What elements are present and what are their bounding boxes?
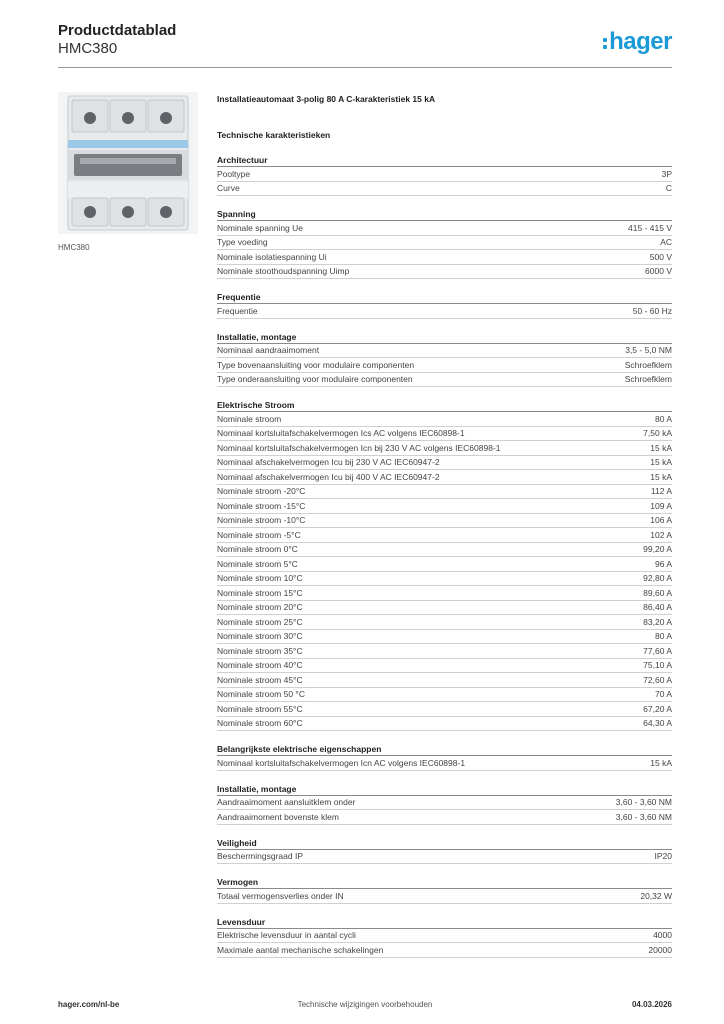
product-description: Installatieautomaat 3-polig 80 A C-karakteristiek 15 kA [217, 94, 436, 104]
spec-label: Totaal vermogensverlies onder IN [217, 890, 344, 901]
spec-label: Nominale stroom -10°C [217, 515, 306, 526]
spec-section [217, 837, 672, 865]
spec-section [217, 783, 672, 825]
spec-label: Maximale aantal mechanische schakelingen [217, 944, 384, 955]
section-title: Veiligheid [217, 837, 672, 850]
spec-value: 15 kA [650, 457, 672, 468]
spec-value: 83,20 A [643, 616, 672, 627]
spec-label: Aandraaimoment bovenste klem [217, 811, 339, 822]
spec-label: Nominaal kortsluitafschakelvermogen Icn AC volgens IEC60898-1 [217, 757, 466, 768]
spec-value: 106 A [650, 515, 672, 526]
spec-value: 415 - 415 V [628, 222, 672, 233]
spec-section [217, 291, 672, 319]
spec-row [217, 543, 672, 558]
spec-value: 20000 [648, 944, 672, 955]
spec-label: Nominale stroom -5°C [217, 529, 301, 540]
logo-dots-icon [603, 38, 607, 49]
spec-label: Nominale stroom 35°C [217, 645, 303, 656]
spec-label: Nominale stroom 20°C [217, 602, 303, 613]
spec-label: Nominale stroom -15°C [217, 500, 306, 511]
spec-value: 86,40 A [643, 602, 672, 613]
spec-value: Schroefklem [624, 374, 672, 385]
spec-value: 70 A [654, 689, 672, 700]
spec-row [217, 810, 672, 825]
hager-logo [603, 28, 672, 56]
spec-row [217, 659, 672, 674]
section-title: Vermogen [217, 876, 672, 889]
spec-section [217, 208, 672, 279]
spec-row [217, 485, 672, 500]
spec-section [217, 876, 672, 904]
spec-value: C [665, 183, 672, 194]
spec-label: Nominale stroom 25°C [217, 616, 303, 627]
spec-value: 3,60 - 3,60 NM [615, 811, 672, 822]
spec-section [217, 743, 672, 771]
spec-label: Nominale stroom 0°C [217, 544, 298, 555]
spec-label: Nominale stroom 50 °C [217, 689, 305, 700]
section-title: Elektrische Stroom [217, 399, 672, 412]
spec-value: 20,32 W [640, 890, 672, 901]
spec-row [217, 756, 672, 771]
spec-label: Type voeding [217, 237, 268, 248]
spec-row [217, 673, 672, 688]
spec-row [217, 499, 672, 514]
spec-label: Nominale spanning Ue [217, 222, 303, 233]
spec-value: 3,60 - 3,60 NM [615, 797, 672, 808]
section-title: Architectuur [217, 154, 672, 167]
spec-value: 50 - 60 Hz [632, 305, 672, 316]
spec-row [217, 528, 672, 543]
spec-row [217, 470, 672, 485]
spec-label: Elektrische levensduur in aantal cycli [217, 930, 356, 941]
spec-row [217, 630, 672, 645]
section-title: Belangrijkste elektrische eigenschappen [217, 743, 672, 756]
spec-value: 102 A [650, 529, 672, 540]
spec-sections [217, 154, 672, 958]
spec-row [217, 441, 672, 456]
spec-row [217, 644, 672, 659]
image-caption: HMC380 [58, 243, 90, 252]
spec-row [217, 304, 672, 319]
spec-value: 80 A [654, 631, 672, 642]
spec-value: 77,60 A [643, 645, 672, 656]
spec-value: 3,5 - 5,0 NM [625, 345, 672, 356]
spec-value: 112 A [650, 486, 672, 497]
spec-row [217, 702, 672, 717]
spec-row [217, 601, 672, 616]
spec-value: 500 V [649, 251, 672, 262]
spec-label: Type bovenaansluiting voor modulaire componenten [217, 359, 415, 370]
spec-label: Type onderaansluiting voor modulaire componenten [217, 374, 413, 385]
spec-label: Nominale stroom [217, 413, 282, 424]
spec-row [217, 717, 672, 732]
spec-label: Nominale stroom -20°C [217, 486, 306, 497]
spec-value: 96 A [654, 558, 672, 569]
spec-row [217, 796, 672, 811]
spec-value: 109 A [650, 500, 672, 511]
spec-value: 15 kA [650, 471, 672, 482]
spec-value: 4000 [653, 930, 672, 941]
spec-value: 3P [661, 168, 672, 179]
spec-label: Nominale stroom 55°C [217, 703, 303, 714]
spec-value: 15 kA [650, 757, 672, 768]
spec-value: IP20 [654, 851, 672, 862]
spec-row [217, 615, 672, 630]
spec-row [217, 412, 672, 427]
spec-value: 72,60 A [643, 674, 672, 685]
spec-label: Nominale stroom 15°C [217, 587, 303, 598]
spec-label: Nominale stoothoudspanning Uimp [217, 266, 350, 277]
spec-section [217, 154, 672, 196]
circuit-breaker-image [58, 92, 198, 234]
spec-label: Nominale isolatiespanning Ui [217, 251, 327, 262]
spec-row [217, 182, 672, 197]
spec-value: 99,20 A [643, 544, 672, 555]
spec-label: Beschermingsgraad IP [217, 851, 303, 862]
product-image [58, 92, 198, 234]
spec-row [217, 688, 672, 703]
footer-date: 04.03.2026 [631, 1000, 672, 1009]
spec-row [217, 427, 672, 442]
section-title: Installatie, montage [217, 331, 672, 344]
spec-label: Nominale stroom 30°C [217, 631, 303, 642]
section-title: Levensduur [217, 916, 672, 929]
spec-label: Nominale stroom 60°C [217, 718, 303, 729]
spec-label: Nominale stroom 45°C [217, 674, 303, 685]
spec-row [217, 943, 672, 958]
spec-row [217, 373, 672, 388]
spec-value: 64,30 A [643, 718, 672, 729]
spec-row [217, 514, 672, 529]
header-divider [58, 67, 672, 68]
spec-section [217, 916, 672, 958]
spec-label: Nominale stroom 5°C [217, 558, 298, 569]
spec-section [217, 331, 672, 388]
spec-value: 67,20 A [643, 703, 672, 714]
spec-value: 92,80 A [643, 573, 672, 584]
document-title: Productdatablad [58, 22, 177, 39]
document-header [58, 22, 176, 58]
spec-value: 6000 V [645, 266, 672, 277]
spec-content [217, 94, 672, 958]
footer-notice: Technische wijzigingen voorbehouden [297, 1000, 433, 1009]
spec-row [217, 167, 672, 182]
section-title: Spanning [217, 208, 672, 221]
section-title: Installatie, montage [217, 783, 672, 796]
spec-label: Nominale stroom 10°C [217, 573, 303, 584]
spec-row [217, 850, 672, 865]
spec-row [217, 929, 672, 944]
spec-label: Aandraaimoment aansluitklem onder [217, 797, 356, 808]
spec-row [217, 250, 672, 265]
spec-value: 80 A [654, 413, 672, 424]
spec-section [217, 399, 672, 731]
footer-website: hager.com/nl-be [58, 1000, 120, 1009]
spec-row [217, 344, 672, 359]
spec-value: 15 kA [650, 442, 672, 453]
spec-row [217, 236, 672, 251]
spec-label: Pooltype [217, 168, 251, 179]
spec-label: Nominaal afschakelvermogen Icu bij 400 V AC IEC60947-2 [217, 471, 440, 482]
spec-row [217, 358, 672, 373]
spec-row [217, 557, 672, 572]
spec-label: Nominale stroom 40°C [217, 660, 303, 671]
spec-label: Nominaal kortsluitafschakelvermogen Ics AC volgens IEC60898-1 [217, 428, 465, 439]
section-title: Frequentie [217, 291, 672, 304]
spec-row [217, 221, 672, 236]
spec-label: Nominaal afschakelvermogen Icu bij 230 V AC IEC60947-2 [217, 457, 440, 468]
spec-label: Frequentie [217, 305, 258, 316]
spec-row [217, 889, 672, 904]
product-code: HMC380 [58, 40, 118, 57]
spec-row [217, 586, 672, 601]
spec-label: Curve [217, 183, 240, 194]
spec-row [217, 572, 672, 587]
spec-label: Nominaal kortsluitafschakelvermogen Icn bij 230 V AC volgens IEC60898-1 [217, 442, 501, 453]
spec-value: Schroefklem [624, 359, 672, 370]
spec-label: Nominaal aandraaimoment [217, 345, 320, 356]
spec-value: 7,50 kA [643, 428, 672, 439]
technical-characteristics-title: Technische karakteristieken [217, 130, 331, 140]
spec-row [217, 265, 672, 280]
spec-value: AC [660, 237, 672, 248]
logo-text: hager [609, 28, 672, 55]
spec-row [217, 456, 672, 471]
spec-value: 89,60 A [643, 587, 672, 598]
spec-value: 75,10 A [643, 660, 672, 671]
